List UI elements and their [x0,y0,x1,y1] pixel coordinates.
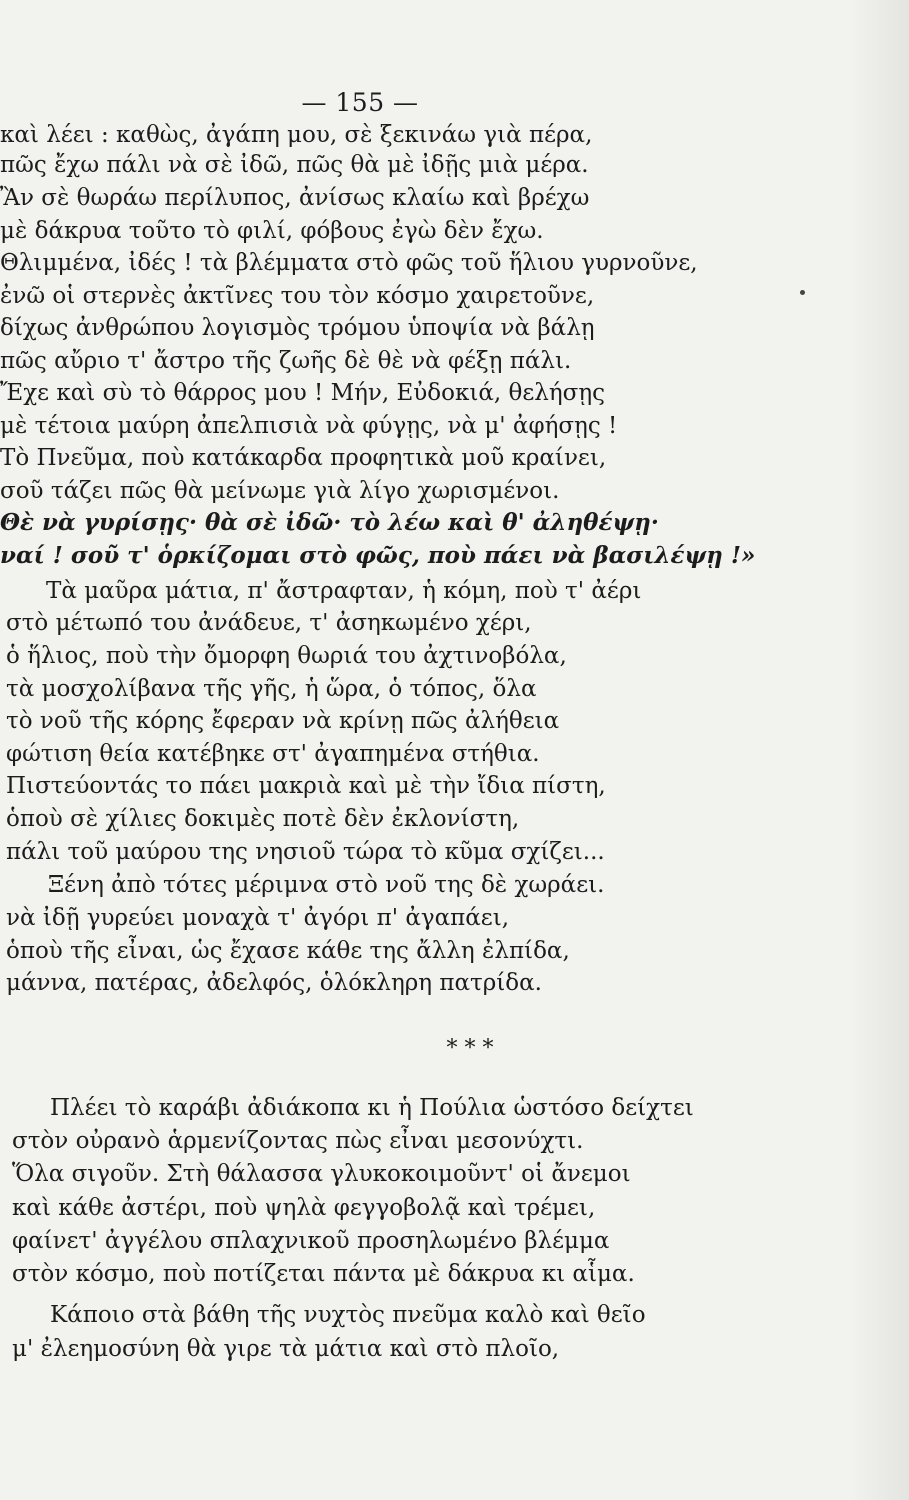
text-line: πῶς αὔριο τ' ἄστρο τῆς ζωῆς δὲ θὲ νὰ φέξῃ πάλι. [0,348,572,374]
text-line: καὶ κάθε ἀστέρι, ποὺ ψηλὰ φεγγοβολᾷ καὶ τρέμει, [12,1195,596,1221]
text-line: στὸ μέτωπό του ἀνάδευε, τ' ἀσηκωμένο χέρι, [6,610,532,636]
text-line: Τὸ Πνεῦμα, ποὺ κατάκαρδα προφητικὰ μοῦ κραίνει, [0,445,607,471]
text-line: Τὰ μαῦρα μάτια, π' ἄστραφταν, ἡ κόμη, ποὺ τ' ἀέρι [46,578,642,604]
text-line: μὲ τέτοια μαύρη ἀπελπισιὰ νὰ φύγῃς, νὰ μ' ἀφήσῃς ! [0,413,618,439]
page-edge-shadow [849,0,909,1500]
text-line: νὰ ἰδῇ γυρεύει μοναχὰ τ' ἀγόρι π' ἀγαπάει, [6,905,510,931]
page-number: — 155 — [301,88,419,117]
text-line: φώτιση θεία κατέβηκε στ' ἀγαπημένα στήθια. [6,741,540,767]
text-line: Θλιμμένα, ἰδές ! τὰ βλέμματα στὸ φῶς τοῦ ἥλιου γυρνοῦνε, [0,250,698,276]
text-line: μάννα, πατέρας, ἀδελφός, ὁλόκληρη πατρίδα. [6,970,542,996]
text-line: Ἔχε καὶ σὺ τὸ θάρρος μου ! Μήν, Εὐδοκιά, θελήσῃς [0,380,605,406]
text-line: ὁ ἥλιος, ποὺ τὴν ὄμορφη θωριά του ἀχτινοβόλα, [6,643,567,669]
margin-speck [800,290,805,295]
text-line: Ἂν σὲ θωράω περίλυπος, ἀνίσως κλαίω καὶ βρέχω [0,185,590,211]
text-line: ὁποὺ σὲ χίλιες δοκιμὲς ποτὲ δὲν ἐκλονίστη, [6,806,520,832]
text-line: στὸν οὐρανὸ ἁρμενίζοντας πὼς εἶναι μεσονύχτι. [12,1128,584,1154]
text-line: ἐνῶ οἱ στερνὲς ἀκτῖνες του τὸν κόσμο χαιρετοῦνε, [0,283,595,309]
text-line: στὸν κόσμο, ποὺ ποτίζεται πάντα μὲ δάκρυα κι αἷμα. [12,1261,635,1287]
text-line: πῶς ἔχω πάλι νὰ σὲ ἰδῶ, πῶς θὰ μὲ ἰδῇς μιὰ μέρα. [0,152,589,178]
text-line: δίχως ἀνθρώπου λογισμὸς τρόμου ὑποψία νὰ βάλῃ [0,315,595,341]
text-line: Ξένη ἀπὸ τότες μέριμνα στὸ νοῦ της δὲ χωράει. [48,872,605,898]
italic-text-line: ναί ! σοῦ τ' ὁρκίζομαι στὸ φῶς, ποὺ πάει νὰ βασιλέψῃ !» [0,542,756,569]
text-line: καὶ λέει : καθὼς, ἀγάπη μου, σὲ ξεκινάω γιὰ πέρα, [0,122,593,148]
text-line: τὰ μοσχολίβανα τῆς γῆς, ἡ ὥρα, ὁ τόπος, ὅλα [6,676,537,702]
text-line: Κάποιο στὰ βάθη τῆς νυχτὸς πνεῦμα καλὸ καὶ θεῖο [50,1302,646,1328]
text-line: μὲ δάκρυα τοῦτο τὸ φιλί, φόβους ἐγὼ δὲν ἔχω. [0,218,544,244]
text-line: φαίνετ' ἀγγέλου σπλαχνικοῦ προσηλωμένο βλέμμα [12,1228,610,1254]
text-line: σοῦ τάζει πῶς θὰ μείνωμε γιὰ λίγο χωρισμένοι. [0,478,560,504]
section-separator: * * * [446,1036,494,1061]
text-line: πάλι τοῦ μαύρου της νησιοῦ τώρα τὸ κῦμα σχίζει... [6,839,605,865]
italic-text-line: Θὲ νὰ γυρίσῃς· θὰ σὲ ἰδῶ· τὸ λέω καὶ θ' ἀληθέψῃ· [0,509,659,536]
text-line: τὸ νοῦ τῆς κόρης ἔφεραν νὰ κρίνῃ πῶς ἀλήθεια [6,708,560,734]
text-line: ὁποὺ τῆς εἶναι, ὡς ἔχασε κάθε της ἄλλη ἐλπίδα, [6,938,570,964]
text-line: μ' ἐλεημοσύνη θὰ γιρε τὰ μάτια καὶ στὸ πλοῖο, [12,1336,560,1362]
text-line: Πλέει τὸ καράβι ἀδιάκοπα κι ἡ Πούλια ὡστόσο δείχτει [50,1095,694,1121]
text-line: Πιστεύοντάς το πάει μακριὰ καὶ μὲ τὴν ἴδια πίστη, [6,773,606,799]
text-line: Ὅλα σιγοῦν. Στὴ θάλασσα γλυκοκοιμοῦντ' οἱ ἄνεμοι [12,1161,631,1187]
